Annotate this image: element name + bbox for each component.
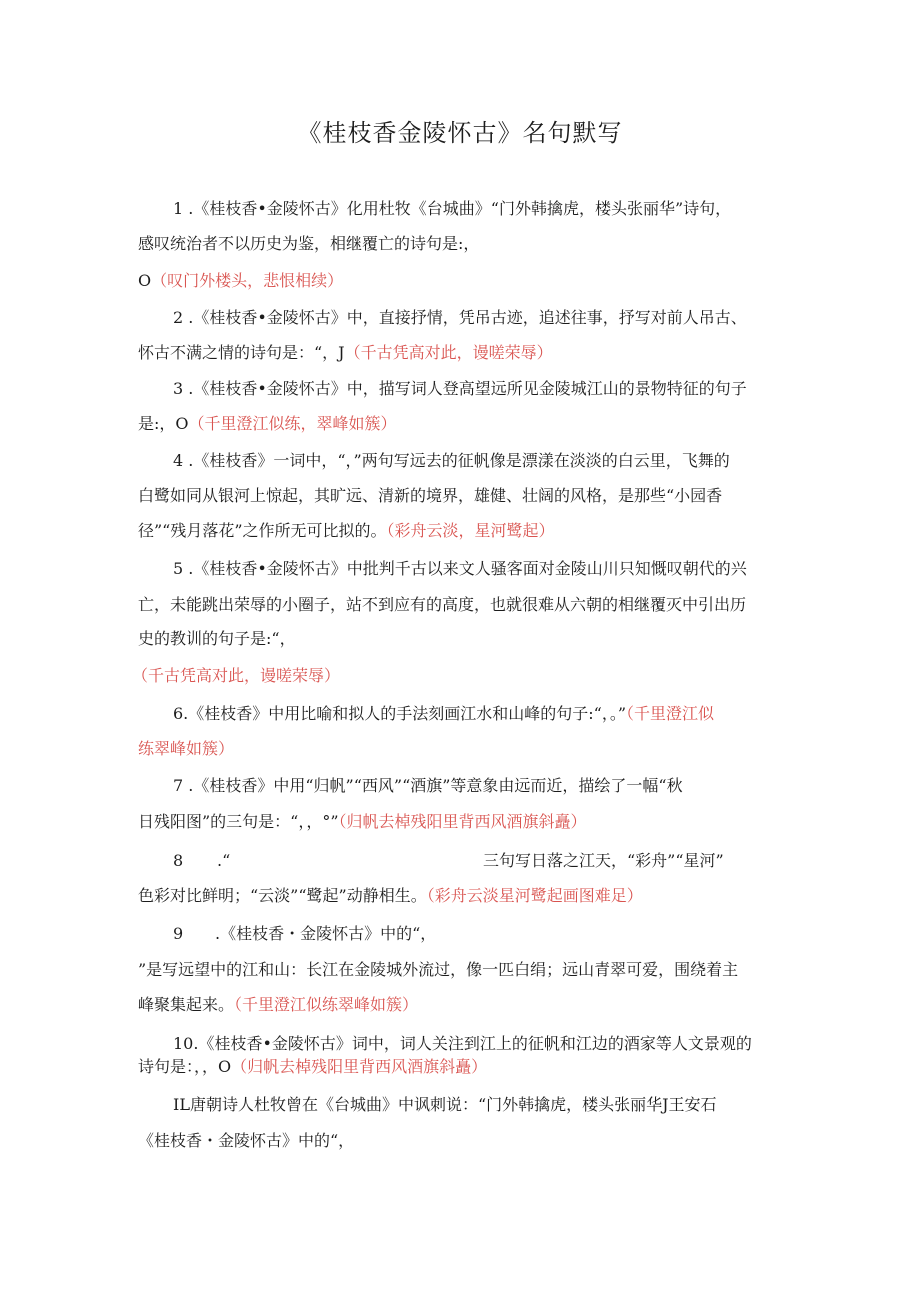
q9-line2 (138, 959, 738, 981)
q7-line2 (138, 811, 587, 833)
q9-line1-text: .《桂枝香・金陵怀古》中的“， (215, 924, 437, 943)
q9-number-text: 9 (173, 924, 184, 943)
q7-line1-text: 7 .《桂枝香》中用“归帆”“西风”“酒旗”等意象由远而近，描绘了一幅“秋 (173, 776, 683, 795)
q9-answer: （千里澄江似练翠峰如簇） (234, 995, 419, 1014)
q2-line2-text: 怀古不满之情的诗句是：“，J (138, 343, 345, 362)
q1-line1 (173, 198, 731, 220)
q8-quote (217, 850, 230, 872)
q10-line1 (173, 1033, 752, 1055)
q5-answer: （千古凭高对此，谩嗟荣辱） (132, 666, 341, 685)
q8-number (173, 850, 183, 872)
q6-line2 (138, 738, 234, 760)
q9-line3 (138, 994, 418, 1016)
q1-line2-text: 感叹统治者不以历史为鉴，相继覆亡的诗句是:， (138, 234, 480, 253)
q2-line1-text: 2 .《桂枝香•金陵怀古》中，直接抒情，凭吊古迹，追述往事，抒写对前人吊古、 (173, 308, 747, 327)
q4-line3-text: 径”“残月落花”之作所无可比拟的。 (138, 521, 387, 540)
q8-quote-text: .“ (217, 851, 231, 870)
q4-line1 (173, 450, 730, 472)
q11-line2 (138, 1130, 354, 1152)
q3-line1-text: 3 .《桂枝香•金陵怀古》中，描写词人登高望远所见金陵城江山的景物特征的句子 (173, 379, 747, 398)
q8-line1-right (483, 850, 724, 872)
q4-line1-text: 4 .《桂枝香》一词中，“，”两句写远去的征帆像是漂漾在淡淡的白云里，飞舞的 (173, 451, 730, 470)
q8-line2 (138, 885, 643, 907)
q7-line1 (173, 775, 683, 797)
q5-line2 (138, 594, 746, 616)
q5-line1 (173, 558, 747, 580)
q4-line2-text: 白鹭如同从银河上惊起，其旷远、清新的境界，雄健、壮阔的风格，是那些“小园香 (138, 486, 723, 505)
q11-line1 (173, 1094, 717, 1116)
q6-line1 (173, 703, 714, 725)
q9-line1 (215, 923, 436, 945)
q10-answer: （归帆去棹残阳里背西风酒旗斜矗） (231, 1057, 488, 1076)
q3-line2-text: 是:，O (138, 414, 189, 433)
q10-line2-text: 诗句是：，，O (138, 1057, 232, 1076)
q7-answer: （归帆去棹残阳里背西风酒旗斜矗） (338, 812, 587, 831)
q6-answer-part1: （千里澄江似 (626, 704, 715, 723)
q8-line1-right-text: 三句写日落之江天，“彩舟”“星河” (483, 851, 724, 870)
q5-line4 (132, 665, 340, 687)
q8-line2-text: 色彩对比鲜明；“云淡”“鹭起”动静相生。 (138, 886, 427, 905)
q11-line1-text: IL唐朝诗人杜牧曾在《台城曲》中讽刺说：“门外韩擒虎，楼头张丽华J王安石 (173, 1095, 717, 1114)
q2-answer: （千古凭高对此，谩嗟荣辱） (344, 343, 553, 362)
q8-number-text: 8 (173, 851, 184, 870)
q5-line1-text: 5 .《桂枝香•金陵怀古》中批判千古以来文人骚客面对金陵山川只知慨叹朝代的兴 (173, 559, 747, 578)
q11-line2-text: 《桂枝香・金陵怀古》中的“， (138, 1131, 355, 1150)
q9-number (173, 923, 183, 945)
q2-line1 (173, 307, 747, 329)
document-title: 《桂枝香金陵怀古》名句默写 (297, 119, 623, 147)
q1-line3-text: O (138, 271, 152, 290)
q1-line3 (138, 270, 343, 292)
q5-line3 (138, 628, 296, 650)
q1-answer: （叹门外楼头，悲恨相续） (151, 271, 344, 290)
q6-line1-text: 6.《桂枝香》中用比喻和拟人的手法刻画江水和山峰的句子:“，。” (173, 704, 627, 723)
q3-line1 (173, 378, 747, 400)
q8-answer: （彩舟云淡星河鹭起画图难足） (426, 886, 643, 905)
q4-line2 (138, 485, 722, 507)
q9-line3-text: 峰聚集起来。 (138, 995, 235, 1014)
q2-line2 (138, 342, 553, 364)
q10-line2 (138, 1056, 487, 1078)
q7-line2-text: 日残阳图”的三句是：“，，°” (138, 812, 339, 831)
q3-answer: （千里澄江似练，翠峰如簇） (188, 414, 397, 433)
q9-line2-text: ”是写远望中的江和山：长江在金陵城外流过，像一匹白绢；远山青翠可爱，围绕着主 (138, 960, 739, 979)
q4-answer: （彩舟云淡，星河鹭起） (386, 521, 555, 540)
q1-line2 (138, 233, 479, 255)
q3-line2 (138, 413, 397, 435)
q5-line2-text: 亡，未能跳出荣辱的小圈子，站不到应有的高度，也就很难从六朝的相继覆灭中引出历 (138, 595, 747, 614)
q6-answer-part2: 练翠峰如簇） (138, 739, 235, 758)
q5-line3-text: 史的教训的句子是:“， (138, 629, 296, 648)
q1-line1-text: 1 .《桂枝香•金陵怀古》化用杜牧《台城曲》“门外韩擒虎，楼头张丽华”诗句， (173, 199, 732, 218)
q10-line1-text: 10.《桂枝香•金陵怀古》词中，词人关注到江上的征帆和江边的酒家等人文景观的 (173, 1034, 752, 1053)
q4-line3 (138, 520, 555, 542)
